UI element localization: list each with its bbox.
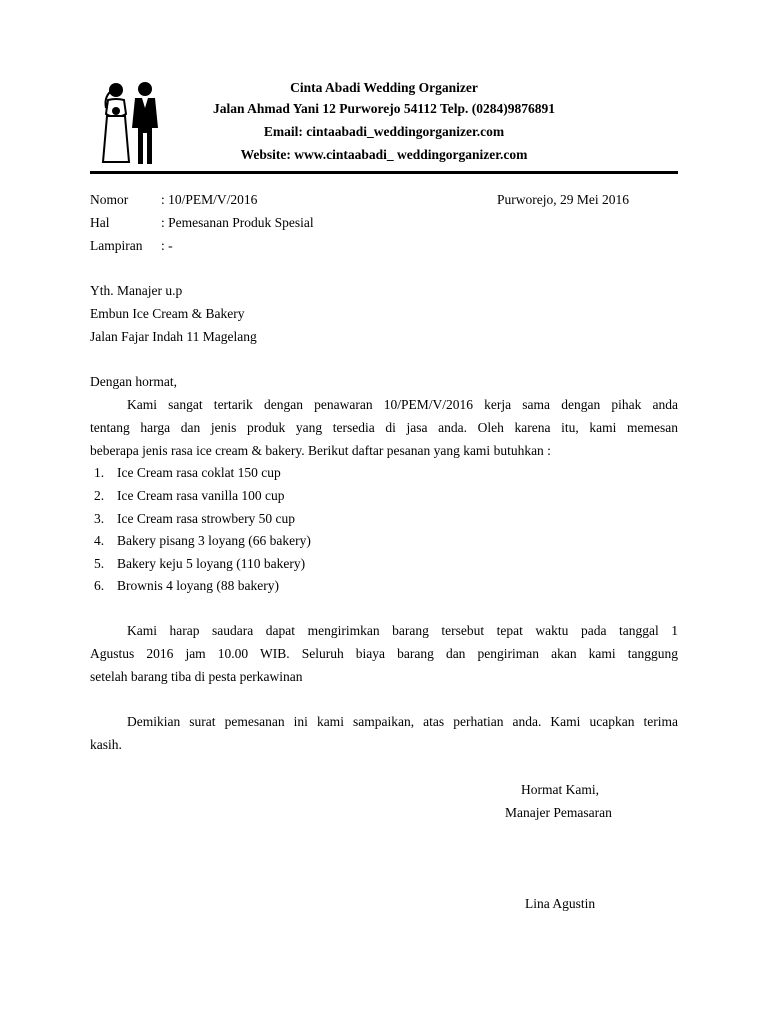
hal-value: : Pemesanan Produk Spesial	[161, 215, 314, 230]
list-item-number: 5.	[94, 556, 105, 571]
list-item-number: 1.	[94, 465, 105, 480]
company-name: Cinta Abadi Wedding Organizer	[290, 80, 478, 95]
recipient-line-3: Jalan Fajar Indah 11 Magelang	[90, 329, 257, 344]
list-item: Ice Cream rasa vanilla 100 cup	[117, 488, 285, 503]
list-item: Bakery pisang 3 loyang (66 bakery)	[117, 533, 311, 548]
list-item: Bakery keju 5 loyang (110 bakery)	[117, 556, 306, 571]
place-date: Purworejo, 29 Mei 2016	[497, 192, 629, 207]
paragraph-3-line-2: kasih.	[90, 737, 122, 752]
closing-regards: Hormat Kami,	[521, 782, 599, 797]
list-item: Ice Cream rasa coklat 150 cup	[117, 465, 281, 480]
list-item-number: 6.	[94, 578, 105, 593]
company-email: Email: cintaabadi_weddingorganizer.com	[263, 124, 505, 139]
paragraph-1-line-2: tentang harga dan jenis produk yang tersedia di jasa anda. Oleh karena itu, kami memesan	[90, 420, 678, 435]
lampiran-label: Lampiran	[90, 238, 143, 253]
letterhead-divider	[90, 171, 678, 174]
list-item: Ice Cream rasa strowbery 50 cup	[117, 511, 296, 526]
recipient-line-1: Yth. Manajer u.p	[90, 283, 183, 298]
list-item-number: 2.	[94, 488, 105, 503]
closing-position: Manajer Pemasaran	[505, 805, 612, 820]
recipient-line-2: Embun Ice Cream & Bakery	[90, 306, 245, 321]
list-item: Brownis 4 loyang (88 bakery)	[117, 578, 279, 593]
paragraph-3-line-1: Demikian surat pemesanan ini kami sampaikan, atas perhatian anda. Kami ucapkan terima	[127, 714, 678, 729]
paragraph-1-line-3: beberapa jenis rasa ice cream & bakery. Berikut daftar pesanan yang kami butuhkan :	[90, 443, 551, 458]
nomor-value: : 10/PEM/V/2016	[161, 192, 258, 207]
hal-label: Hal	[90, 215, 110, 230]
paragraph-2-line-1: Kami harap saudara dapat mengirimkan barang tersebut tepat waktu pada tanggal 1	[127, 623, 678, 638]
nomor-label: Nomor	[90, 192, 129, 207]
paragraph-2-line-3: setelah barang tiba di pesta perkawinan	[90, 669, 303, 684]
company-website: Website: www.cintaabadi_ weddingorganizer.com	[240, 147, 528, 162]
lampiran-value: : -	[161, 238, 173, 253]
paragraph-2-line-2: Agustus 2016 jam 10.00 WIB. Seluruh biaya barang dan pengiriman akan kami tanggung	[90, 646, 678, 661]
list-item-number: 4.	[94, 533, 105, 548]
company-address: Jalan Ahmad Yani 12 Purworejo 54112 Telp. (0284)9876891	[212, 101, 556, 116]
signatory-name: Lina Agustin	[525, 896, 596, 911]
paragraph-1-line-1: Kami sangat tertarik dengan penawaran 10/PEM/V/2016 kerja sama dengan pihak anda	[127, 397, 678, 412]
greeting: Dengan hormat,	[90, 374, 177, 389]
list-item-number: 3.	[94, 511, 105, 526]
